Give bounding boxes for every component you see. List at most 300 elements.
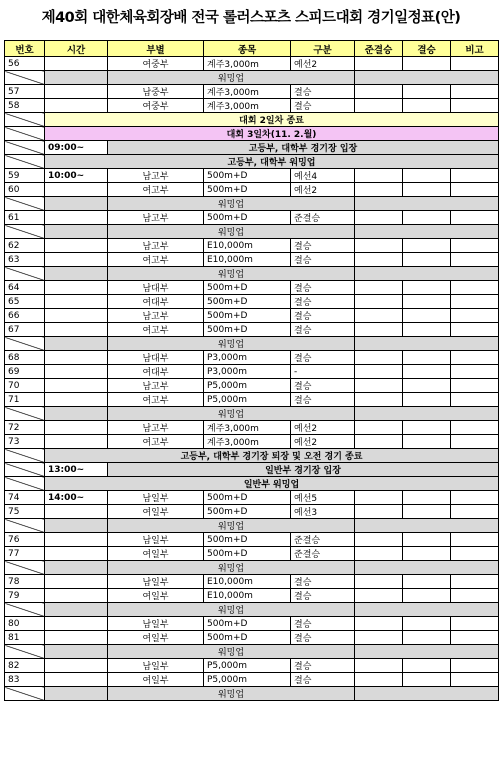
diagonal-slash-cell: [5, 155, 45, 169]
event-cell: 500m+D: [204, 547, 291, 561]
time-cell: 14:00~: [45, 491, 108, 505]
time-cell: [45, 85, 108, 99]
round-cell: 결승: [291, 239, 355, 253]
semifinal-cell: [355, 323, 403, 337]
day-header: 대회 3일차(11. 2.월): [45, 127, 499, 141]
diagonal-slash-cell: [5, 127, 45, 141]
table-row: [5, 547, 499, 561]
remarks-cell: [451, 379, 499, 393]
no-cell: 80: [5, 617, 45, 631]
remarks-cell: [451, 547, 499, 561]
category-cell: 남일부: [108, 533, 204, 547]
no-cell: 65: [5, 295, 45, 309]
event-cell: P5,000m: [204, 673, 291, 687]
warmup-label: 워밍업: [108, 561, 355, 575]
blank-cell: [355, 687, 499, 701]
category-cell: 여고부: [108, 393, 204, 407]
table-row: [5, 463, 499, 477]
no-cell: 78: [5, 575, 45, 589]
semifinal-cell: [355, 435, 403, 449]
diagonal-slash-cell: [5, 519, 45, 533]
diagonal-slash-cell: [5, 225, 45, 239]
no-cell: 81: [5, 631, 45, 645]
remarks-cell: [451, 211, 499, 225]
remarks-cell: [451, 505, 499, 519]
section-label: 대회 2일차 종료: [45, 113, 499, 127]
round-cell: 결승: [291, 99, 355, 113]
event-cell: 500m+D: [204, 617, 291, 631]
table-row: [5, 127, 499, 141]
no-cell: 82: [5, 659, 45, 673]
blank-cell: [45, 407, 108, 421]
category-cell: 남고부: [108, 379, 204, 393]
warmup-label: 워밍업: [108, 645, 355, 659]
event-cell: P3,000m: [204, 351, 291, 365]
round-cell: 예선2: [291, 435, 355, 449]
table-row: [5, 435, 499, 449]
semifinal-cell: [355, 295, 403, 309]
event-cell: 500m+D: [204, 491, 291, 505]
category-cell: 남고부: [108, 309, 204, 323]
no-cell: 69: [5, 365, 45, 379]
blank-cell: [45, 561, 108, 575]
table-row: [5, 589, 499, 603]
time-cell: [45, 99, 108, 113]
table-row: [5, 253, 499, 267]
event-cell: P3,000m: [204, 365, 291, 379]
round-cell: 결승: [291, 351, 355, 365]
round-cell: 예선3: [291, 505, 355, 519]
blank-cell: [355, 645, 499, 659]
section-label: 고등부, 대학부 경기장 입장: [108, 141, 499, 155]
final-cell: [403, 211, 451, 225]
header-round: 구분: [291, 41, 355, 57]
no-cell: 60: [5, 183, 45, 197]
semifinal-cell: [355, 351, 403, 365]
event-cell: 계주3,000m: [204, 421, 291, 435]
table-row: [5, 99, 499, 113]
semifinal-cell: [355, 393, 403, 407]
warmup-label: 워밍업: [108, 71, 355, 85]
remarks-cell: [451, 85, 499, 99]
diagonal-slash-cell: [5, 337, 45, 351]
round-cell: 결승: [291, 309, 355, 323]
time-cell: [45, 365, 108, 379]
no-cell: 66: [5, 309, 45, 323]
time-cell: 10:00~: [45, 169, 108, 183]
final-cell: [403, 239, 451, 253]
time-cell: [45, 253, 108, 267]
category-cell: 여고부: [108, 253, 204, 267]
no-cell: 56: [5, 57, 45, 71]
event-cell: E10,000m: [204, 575, 291, 589]
table-row: [5, 449, 499, 463]
semifinal-cell: [355, 575, 403, 589]
time-cell: [45, 617, 108, 631]
table-row: [5, 85, 499, 99]
table-row: [5, 183, 499, 197]
category-cell: 남고부: [108, 239, 204, 253]
time-cell: [45, 323, 108, 337]
table-row: [5, 533, 499, 547]
final-cell: [403, 617, 451, 631]
no-cell: 73: [5, 435, 45, 449]
warmup-label: 워밍업: [108, 687, 355, 701]
final-cell: [403, 281, 451, 295]
remarks-cell: [451, 239, 499, 253]
event-cell: 계주3,000m: [204, 57, 291, 71]
time-cell: [45, 183, 108, 197]
blank-cell: [45, 197, 108, 211]
remarks-cell: [451, 57, 499, 71]
warmup-label: 워밍업: [108, 225, 355, 239]
category-cell: 여일부: [108, 547, 204, 561]
table-row: [5, 323, 499, 337]
time-cell: [45, 547, 108, 561]
time-cell: [45, 393, 108, 407]
event-cell: 500m+D: [204, 211, 291, 225]
semifinal-cell: [355, 253, 403, 267]
category-cell: 남일부: [108, 659, 204, 673]
category-cell: 여중부: [108, 99, 204, 113]
time-cell: [45, 379, 108, 393]
header-time: 시간: [45, 41, 108, 57]
category-cell: 남고부: [108, 211, 204, 225]
semifinal-cell: [355, 309, 403, 323]
event-cell: 500m+D: [204, 309, 291, 323]
category-cell: 여고부: [108, 323, 204, 337]
round-cell: 결승: [291, 617, 355, 631]
blank-cell: [45, 225, 108, 239]
blank-cell: [355, 603, 499, 617]
semifinal-cell: [355, 99, 403, 113]
semifinal-cell: [355, 281, 403, 295]
round-cell: 결승: [291, 659, 355, 673]
round-cell: 결승: [291, 253, 355, 267]
no-cell: 68: [5, 351, 45, 365]
warmup-label: 워밍업: [108, 197, 355, 211]
table-row: [5, 617, 499, 631]
blank-cell: [355, 197, 499, 211]
category-cell: 여고부: [108, 183, 204, 197]
event-cell: 500m+D: [204, 505, 291, 519]
final-cell: [403, 631, 451, 645]
table-row: [5, 225, 499, 239]
final-cell: [403, 505, 451, 519]
category-cell: 남일부: [108, 617, 204, 631]
table-row: [5, 71, 499, 85]
semifinal-cell: [355, 379, 403, 393]
category-cell: 여일부: [108, 589, 204, 603]
remarks-cell: [451, 365, 499, 379]
blank-cell: [45, 603, 108, 617]
section-label: 일반부 워밍업: [45, 477, 499, 491]
warmup-label: 워밍업: [108, 267, 355, 281]
remarks-cell: [451, 491, 499, 505]
time-cell: [45, 631, 108, 645]
final-cell: [403, 99, 451, 113]
category-cell: 남중부: [108, 85, 204, 99]
schedule-table: [4, 40, 499, 701]
semifinal-cell: [355, 169, 403, 183]
blank-cell: [45, 71, 108, 85]
event-cell: E10,000m: [204, 589, 291, 603]
no-cell: 61: [5, 211, 45, 225]
event-cell: 계주3,000m: [204, 99, 291, 113]
table-row: [5, 519, 499, 533]
time-cell: [45, 659, 108, 673]
schedule-body: [5, 57, 499, 701]
final-cell: [403, 435, 451, 449]
no-cell: 70: [5, 379, 45, 393]
semifinal-cell: [355, 659, 403, 673]
round-cell: 준결승: [291, 533, 355, 547]
header-no: 번호: [5, 41, 45, 57]
no-cell: 76: [5, 533, 45, 547]
event-cell: 500m+D: [204, 323, 291, 337]
no-cell: 64: [5, 281, 45, 295]
semifinal-cell: [355, 211, 403, 225]
diagonal-slash-cell: [5, 645, 45, 659]
table-row: [5, 197, 499, 211]
round-cell: 결승: [291, 281, 355, 295]
category-cell: 남일부: [108, 491, 204, 505]
no-cell: 83: [5, 673, 45, 687]
round-cell: 결승: [291, 295, 355, 309]
no-cell: 57: [5, 85, 45, 99]
event-cell: 500m+D: [204, 533, 291, 547]
remarks-cell: [451, 631, 499, 645]
semifinal-cell: [355, 491, 403, 505]
diagonal-slash-cell: [5, 687, 45, 701]
no-cell: 58: [5, 99, 45, 113]
no-cell: 77: [5, 547, 45, 561]
time-cell: [45, 281, 108, 295]
diagonal-slash-cell: [5, 197, 45, 211]
round-cell: 결승: [291, 673, 355, 687]
no-cell: 67: [5, 323, 45, 337]
semifinal-cell: [355, 533, 403, 547]
remarks-cell: [451, 617, 499, 631]
round-cell: 결승: [291, 85, 355, 99]
table-row: [5, 631, 499, 645]
table-row: [5, 659, 499, 673]
diagonal-slash-cell: [5, 477, 45, 491]
table-row: [5, 169, 499, 183]
blank-cell: [355, 561, 499, 575]
semifinal-cell: [355, 57, 403, 71]
table-row: [5, 337, 499, 351]
remarks-cell: [451, 659, 499, 673]
table-row: [5, 295, 499, 309]
round-cell: 준결승: [291, 547, 355, 561]
semifinal-cell: [355, 673, 403, 687]
category-cell: 여중부: [108, 57, 204, 71]
final-cell: [403, 533, 451, 547]
table-row: [5, 57, 499, 71]
blank-cell: [45, 519, 108, 533]
diagonal-slash-cell: [5, 71, 45, 85]
table-row: [5, 687, 499, 701]
table-row: [5, 575, 499, 589]
time-cell: [45, 575, 108, 589]
remarks-cell: [451, 575, 499, 589]
final-cell: [403, 85, 451, 99]
page-title: 제40회 대한체육회장배 전국 롤러스포츠 스피드대회 경기일정표(안): [41, 10, 461, 26]
final-cell: [403, 169, 451, 183]
category-cell: 남대부: [108, 281, 204, 295]
time-cell: [45, 57, 108, 71]
event-cell: 500m+D: [204, 183, 291, 197]
time-cell: [45, 589, 108, 603]
no-cell: 62: [5, 239, 45, 253]
event-cell: 500m+D: [204, 169, 291, 183]
table-row: [5, 421, 499, 435]
table-row: [5, 645, 499, 659]
semifinal-cell: [355, 505, 403, 519]
final-cell: [403, 673, 451, 687]
no-cell: 71: [5, 393, 45, 407]
warmup-label: 워밍업: [108, 407, 355, 421]
event-cell: 계주3,000m: [204, 435, 291, 449]
diagonal-slash-cell: [5, 561, 45, 575]
no-cell: 79: [5, 589, 45, 603]
category-cell: 여일부: [108, 505, 204, 519]
table-row: [5, 365, 499, 379]
time-cell: [45, 351, 108, 365]
header-row: [5, 41, 499, 57]
semifinal-cell: [355, 421, 403, 435]
event-cell: P5,000m: [204, 379, 291, 393]
category-cell: 여일부: [108, 631, 204, 645]
table-row: [5, 281, 499, 295]
category-cell: 여대부: [108, 365, 204, 379]
remarks-cell: [451, 309, 499, 323]
header-final: 결승: [403, 41, 451, 57]
final-cell: [403, 253, 451, 267]
time-cell: [45, 533, 108, 547]
final-cell: [403, 393, 451, 407]
time-cell: [45, 673, 108, 687]
round-cell: -: [291, 365, 355, 379]
semifinal-cell: [355, 589, 403, 603]
table-row: [5, 267, 499, 281]
remarks-cell: [451, 393, 499, 407]
semifinal-cell: [355, 631, 403, 645]
remarks-cell: [451, 351, 499, 365]
event-cell: 계주3,000m: [204, 85, 291, 99]
blank-cell: [45, 337, 108, 351]
category-cell: 남고부: [108, 421, 204, 435]
round-cell: 결승: [291, 575, 355, 589]
table-row: [5, 141, 499, 155]
remarks-cell: [451, 183, 499, 197]
remarks-cell: [451, 99, 499, 113]
round-cell: 준결승: [291, 211, 355, 225]
no-cell: 75: [5, 505, 45, 519]
table-row: [5, 211, 499, 225]
diagonal-slash-cell: [5, 463, 45, 477]
final-cell: [403, 379, 451, 393]
table-row: [5, 309, 499, 323]
category-cell: 남고부: [108, 169, 204, 183]
final-cell: [403, 589, 451, 603]
round-cell: 예선2: [291, 57, 355, 71]
semifinal-cell: [355, 85, 403, 99]
table-row: [5, 491, 499, 505]
header-semifinal: 준결승: [355, 41, 403, 57]
header-remarks: 비고: [451, 41, 499, 57]
warmup-label: 워밍업: [108, 603, 355, 617]
time-cell: [45, 505, 108, 519]
section-label: 일반부 경기장 입장: [108, 463, 499, 477]
blank-cell: [355, 407, 499, 421]
header-event: 종목: [204, 41, 291, 57]
table-row: [5, 477, 499, 491]
round-cell: 예선2: [291, 421, 355, 435]
diagonal-slash-cell: [5, 113, 45, 127]
no-cell: 63: [5, 253, 45, 267]
semifinal-cell: [355, 547, 403, 561]
event-cell: E10,000m: [204, 253, 291, 267]
remarks-cell: [451, 253, 499, 267]
no-cell: 74: [5, 491, 45, 505]
diagonal-slash-cell: [5, 407, 45, 421]
final-cell: [403, 421, 451, 435]
table-row: [5, 603, 499, 617]
time-cell: [45, 295, 108, 309]
category-cell: 여대부: [108, 295, 204, 309]
table-row: [5, 673, 499, 687]
category-cell: 여고부: [108, 435, 204, 449]
no-cell: 59: [5, 169, 45, 183]
final-cell: [403, 183, 451, 197]
diagonal-slash-cell: [5, 449, 45, 463]
final-cell: [403, 547, 451, 561]
final-cell: [403, 575, 451, 589]
time-cell: [45, 435, 108, 449]
final-cell: [403, 309, 451, 323]
time-cell: 13:00~: [45, 463, 108, 477]
diagonal-slash-cell: [5, 267, 45, 281]
final-cell: [403, 365, 451, 379]
final-cell: [403, 491, 451, 505]
semifinal-cell: [355, 617, 403, 631]
section-label: 고등부, 대학부 워밍업: [45, 155, 499, 169]
remarks-cell: [451, 589, 499, 603]
round-cell: 결승: [291, 631, 355, 645]
remarks-cell: [451, 533, 499, 547]
diagonal-slash-cell: [5, 603, 45, 617]
table-row: [5, 239, 499, 253]
final-cell: [403, 351, 451, 365]
round-cell: 예선5: [291, 491, 355, 505]
event-cell: P5,000m: [204, 393, 291, 407]
round-cell: 결승: [291, 379, 355, 393]
final-cell: [403, 57, 451, 71]
no-cell: 72: [5, 421, 45, 435]
blank-cell: [45, 645, 108, 659]
semifinal-cell: [355, 239, 403, 253]
blank-cell: [355, 519, 499, 533]
blank-cell: [45, 687, 108, 701]
round-cell: 결승: [291, 589, 355, 603]
time-cell: [45, 421, 108, 435]
blank-cell: [355, 337, 499, 351]
event-cell: P5,000m: [204, 659, 291, 673]
category-cell: 여일부: [108, 673, 204, 687]
final-cell: [403, 659, 451, 673]
